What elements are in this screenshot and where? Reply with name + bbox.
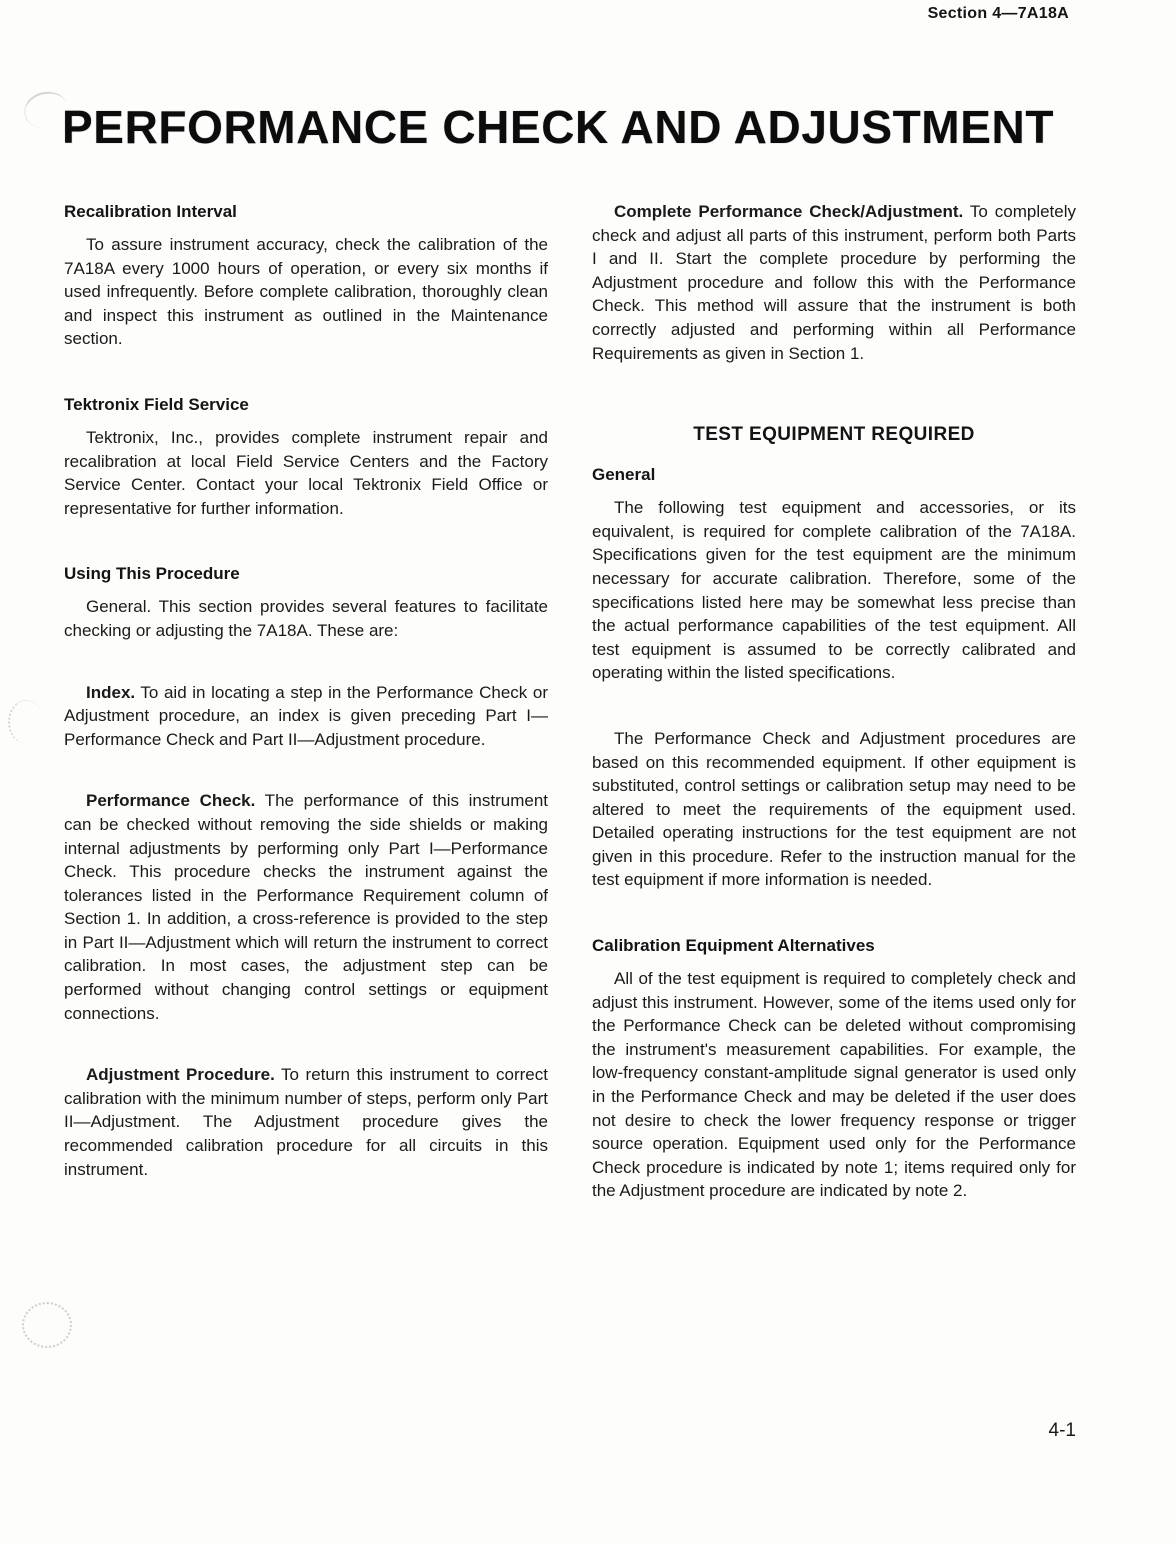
page-title: PERFORMANCE CHECK AND ADJUSTMENT: [62, 101, 1055, 153]
paragraph-performance-check-text: The performance of this instrument can be checked without removing the side shields or making internal adjustments by performing only Part I—Performance Check. This procedure checks the instrument against the tolerances listed in the Performance Requirement column of Section 1. In addition, a cross-reference is provided to the step in Part II—Adjustment which will return the instrument to correct calibration. In most cases, the adjustment step can be performed without changing control settings or equipment connections.: [64, 791, 548, 1023]
paragraph-complete-check-adjustment: [592, 200, 1076, 365]
scan-smudge-middle: [8, 700, 44, 744]
paragraph-adjustment-procedure-lead: Adjustment Procedure.: [86, 1065, 275, 1085]
paragraph-test-equipment-2: The Performance Check and Adjustment procedures are based on this recommended equipment. If other equipment is substituted, control settings or calibration setup may need to be altered to meet the requirements of the equipment used. Detailed operating instructions for the test equipment are not given in this procedure. Refer to the instruction manual for the test equipment if more information is needed.: [592, 728, 1076, 890]
scan-smudge-bottom: [22, 1302, 72, 1348]
heading-calibration-equipment-alternatives: Calibration Equipment Alternatives: [592, 936, 875, 956]
left-column: [64, 200, 548, 1203]
heading-using-this-procedure: Using This Procedure: [64, 564, 240, 584]
paragraph-adjustment-procedure: [64, 1063, 548, 1181]
page-number: 4-1: [1048, 1420, 1076, 1441]
paragraph-index-lead: Index.: [86, 682, 136, 702]
two-column-body: [64, 200, 1076, 1203]
section-header-label: Section 4—7A18A: [927, 5, 1069, 22]
paragraph-test-equipment-1: The following test equipment and accessories, or its equivalent, is required for complete calibration of the 7A18A. Specifications given for the test equipment are the minimum necessary for accurate calibration. Therefore, some of the specifications listed here may be somewhat less precise than the actual performance capabilities of the test equipment. All test equipment is assumed to be correctly calibrated and operating within the listed specifications.: [592, 498, 1076, 683]
paragraph-recalibration: To assure instrument accuracy, check the calibration of the 7A18A every 1000 hours of operation, or every six months if used infrequently. Before complete calibration, thoroughly clean and inspect this instrument as outlined in the Maintenance section.: [64, 235, 548, 349]
paragraph-complete-check-adjustment-lead: Complete Performance Check/Adjustment.: [614, 202, 964, 221]
paragraph-adjustment-procedure-text: To return this instrument to correct calibration with the minimum number of steps, perform only Part II—Adjustment. The Adjustment procedure gives the recommended calibration procedure for all circuits in this instrument.: [64, 1065, 548, 1179]
heading-tektronix-field-service: Tektronix Field Service: [64, 394, 249, 414]
paragraph-index: [64, 681, 548, 752]
right-column: [592, 200, 1076, 1203]
paragraph-field-service: Tektronix, Inc., provides complete instrument repair and recalibration at local Field Service Centers and the Factory Service Center. Contact your local Tektronix Field Office or representative for further information.: [64, 427, 548, 518]
heading-test-equipment-required: TEST EQUIPMENT REQUIRED: [693, 424, 975, 446]
paragraph-performance-check: [64, 789, 548, 1025]
paragraph-index-text: To aid in locating a step in the Performance Check or Adjustment procedure, an index is given preceding Part I—Performance Check and Part II—Adjustment procedure.: [64, 682, 548, 749]
heading-general: General: [592, 465, 656, 485]
paragraph-using-general: General. This section provides several features to facilitate checking or adjusting the 7A18A. These are:: [64, 597, 548, 640]
heading-recalibration-interval: Recalibration Interval: [64, 202, 237, 221]
paragraph-performance-check-lead: Performance Check.: [86, 791, 256, 811]
paragraph-alternatives: All of the test equipment is required to completely check and adjust this instrument. However, some of the items used only for the Performance Check can be deleted without compromising the instrument's measurement capabilities. For example, the low-frequency constant-amplitude signal generator is used only in the Performance Check and may be deleted if the user does not desire to check the lower frequency response or trigger source operation. Equipment used only for the Performance Check procedure is indicated by note 1; items required only for the Adjustment procedure are indicated by note 2.: [592, 969, 1076, 1201]
paragraph-complete-check-adjustment-text: To completely check and adjust all parts of this instrument, perform both Parts I and II. Start the complete procedure by performing the Adjustment procedure and follow this with the Performance Check. This method will assure that the instrument is both correctly adjusted and performing within all Performance Requirements as given in Section 1.: [592, 202, 1076, 363]
